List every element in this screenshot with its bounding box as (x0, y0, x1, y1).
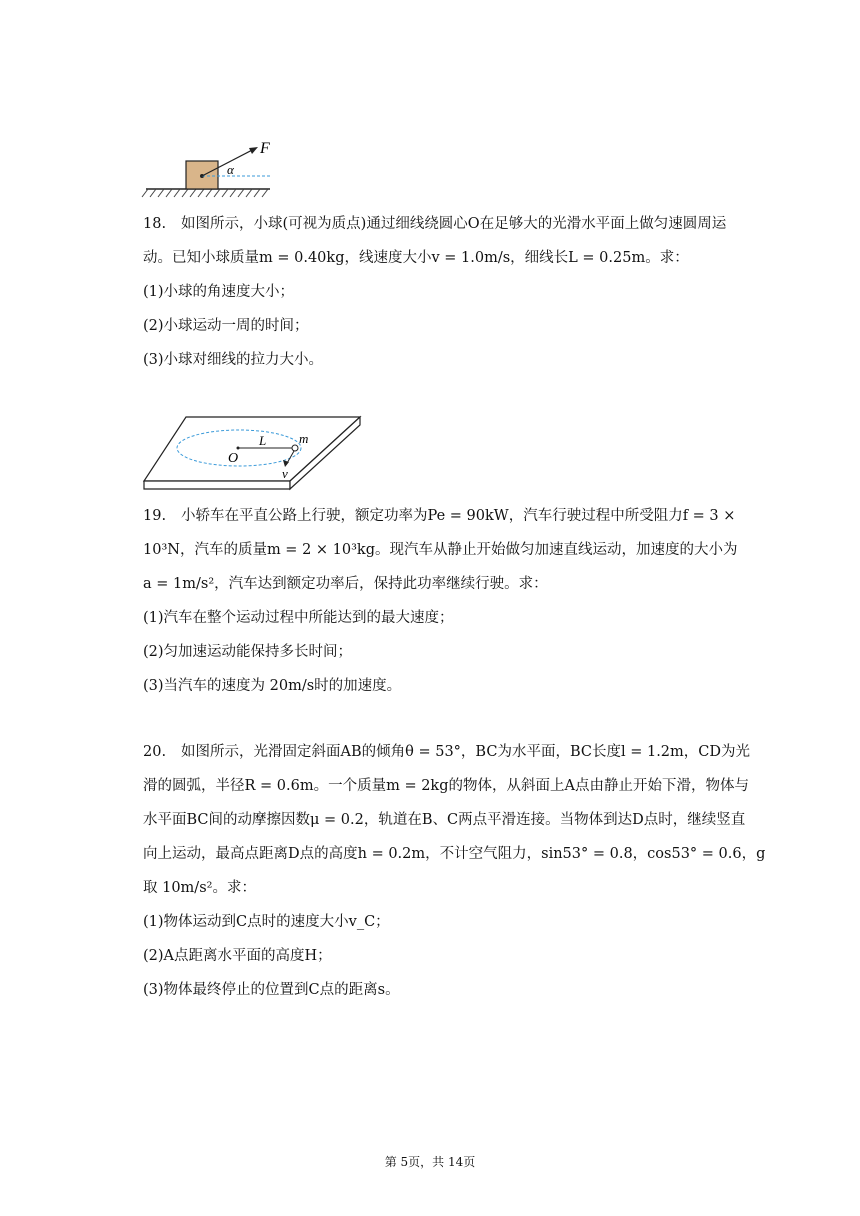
q19-line1: 19. 小轿车在平直公路上行驶，额定功率为Pe = 90kW，汽车行驶过程中所受阻力f = 3 × (143, 508, 736, 524)
q19-number: 19. (143, 508, 167, 524)
q20-item2: (2)A点距离水平面的高度H； (143, 948, 332, 964)
force-label: F (260, 140, 270, 157)
q20-line3: 水平面BC间的动摩擦因数μ = 0.2，轨道在B、C两点平滑连接。当物体到达D点时，继续竖直 (143, 812, 746, 828)
svg-text:L: L (259, 433, 267, 448)
q19-line3: a = 1m/s²，汽车达到额定功率后，保持此功率继续行驶。求： (143, 576, 548, 592)
q20-line1: 20. 如图所示，光滑固定斜面AB的倾角θ = 53°，BC为水平面，BC长度l = 1.2m，CD为光 (143, 744, 750, 760)
q19-item1: (1)汽车在整个运动过程中所能达到的最大速度； (143, 610, 454, 626)
q20-item3: (3)物体最终停止的位置到C点的距离s。 (143, 982, 400, 998)
q18-item1: (1)小球的角速度大小； (143, 284, 295, 300)
block-force-figure (140, 137, 280, 201)
q20-line2: 滑的圆弧，半径R = 0.6m。一个质量m = 2kg的物体，从斜面上A点由静止开始下滑，物体与 (143, 778, 749, 794)
q18-item2: (2)小球运动一周的时间； (143, 318, 309, 334)
circular-motion-figure (142, 415, 362, 495)
page-footer: 第 5页，共 14页 (384, 1155, 476, 1169)
svg-text:m: m (299, 431, 309, 446)
q18-line2: 动。已知小球质量m = 0.40kg，线速度大小v = 1.0m/s，细线长L = 0.25m。求： (143, 250, 689, 266)
q20-item1: (1)物体运动到C点时的速度大小v_C； (143, 914, 390, 930)
q20-line4: 向上运动，最高点距离D点的高度h = 0.2m，不计空气阻力，sin53° = 0.8，cos53° = 0.6，g (143, 846, 766, 862)
ball (292, 445, 298, 451)
q18-line1: 18. 如图所示，小球(可视为质点)通过细线绕圆心O在足够大的光滑水平面上做匀速圆周运 (143, 216, 727, 232)
q19-line2: 10³N，汽车的质量m = 2 × 10³kg。现汽车从静止开始做匀加速直线运动，加速度的大小为 (143, 542, 738, 558)
q20-number: 20. (143, 744, 167, 760)
angle-label: α (227, 162, 234, 177)
q19-item2: (2)匀加速运动能保持多长时间； (143, 644, 353, 660)
q20-line5: 取 10m/s²。求： (143, 880, 256, 896)
q18-number: 18. (143, 216, 167, 232)
q18-item3: (3)小球对细线的拉力大小。 (143, 352, 324, 368)
q19-item3: (3)当汽车的速度为 20m/s时的加速度。 (143, 678, 402, 694)
svg-text:O: O (228, 451, 239, 466)
svg-text:v: v (282, 466, 288, 481)
